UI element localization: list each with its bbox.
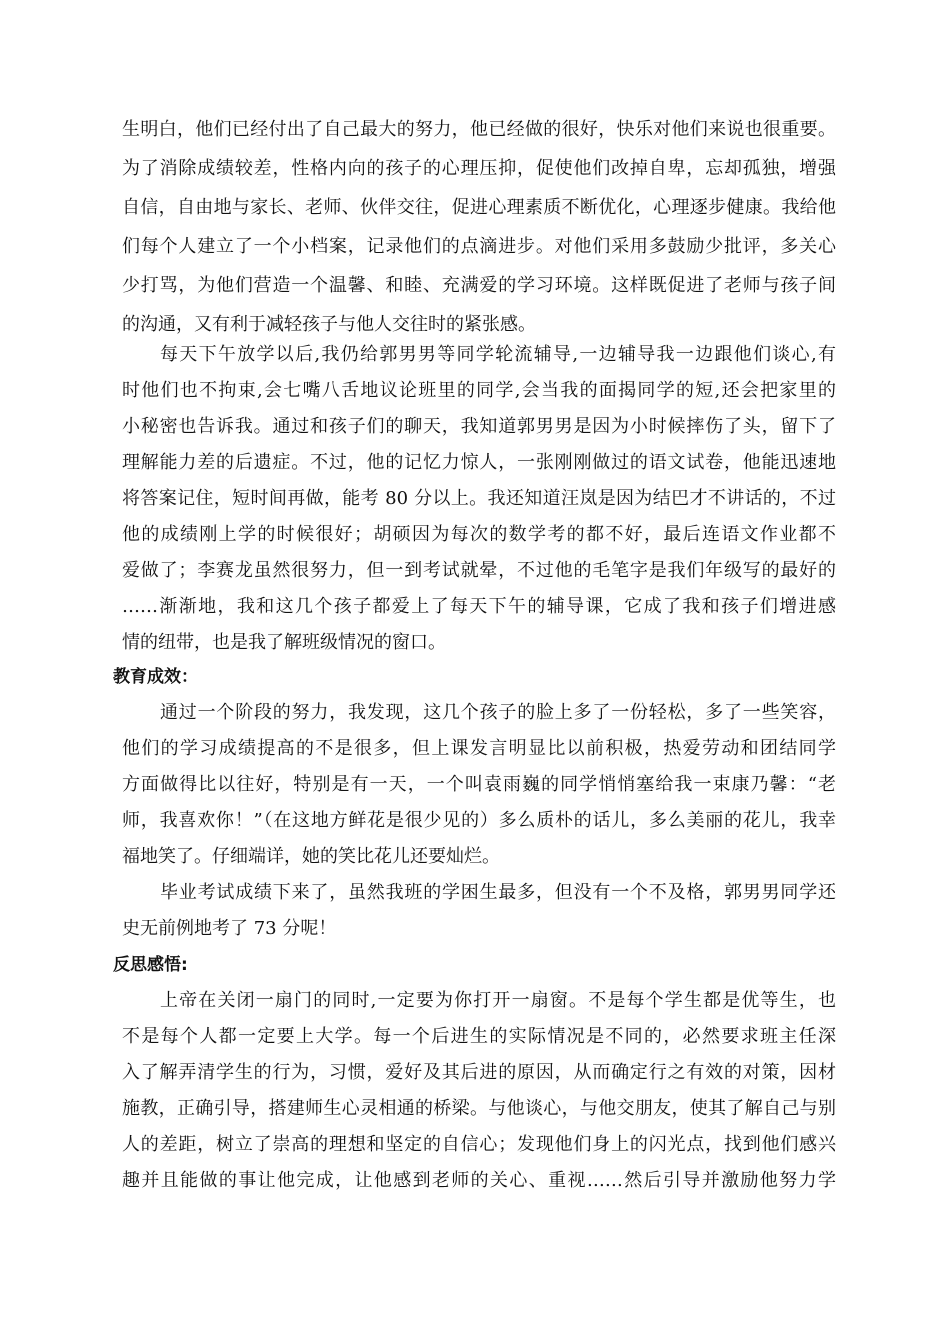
section-heading-reflection: 反思感悟: bbox=[113, 955, 188, 975]
text-line: 人的差距，树立了崇高的理想和坚定的自信心；发现他们身上的闪光点，找到他们感兴 bbox=[122, 1134, 836, 1155]
text-line: 为了消除成绩较差，性格内向的孩子的心理压抑，促使他们改掉自卑，忘却孤独，增强 bbox=[122, 158, 836, 179]
text-line: 通过一个阶段的努力，我发现，这几个孩子的脸上多了一份轻松，多了一些笑容， bbox=[160, 702, 836, 723]
text-line: 方面做得比以往好，特别是有一天，一个叫袁雨巍的同学悄悄塞给我一束康乃馨：“老 bbox=[122, 774, 836, 795]
text-line: 毕业考试成绩下来了，虽然我班的学困生最多，但没有一个不及格，郭男男同学还 bbox=[160, 882, 836, 903]
text-line: 生明白，他们已经付出了自己最大的努力，他已经做的很好，快乐对他们来说也很重要。 bbox=[122, 119, 836, 140]
text-line: 每天下午放学以后,我仍给郭男男等同学轮流辅导,一边辅导我一边跟他们谈心,有 bbox=[160, 344, 836, 365]
text-line: ……渐渐地，我和这几个孩子都爱上了每天下午的辅导课，它成了我和孩子们增进感 bbox=[122, 596, 836, 617]
text-line: 小秘密也告诉我。通过和孩子们的聊天，我知道郭男男是因为小时候摔伤了头，留下了 bbox=[122, 416, 836, 437]
text-line: 不是每个人都一定要上大学。每一个后进生的实际情况是不同的，必然要求班主任深 bbox=[122, 1026, 836, 1047]
text-line: 史无前例地考了 73 分呢！ bbox=[122, 918, 337, 939]
text-line: 他的成绩刚上学的时候很好；胡硕因为每次的数学考的都不好，最后连语文作业都不 bbox=[122, 524, 836, 545]
text-line: 情的纽带，也是我了解班级情况的窗口。 bbox=[122, 632, 446, 653]
text-line: 自信，自由地与家长、老师、伙伴交往，促进心理素质不断优化，心理逐步健康。我给他 bbox=[122, 197, 836, 218]
text-line: 他们的学习成绩提高的不是很多，但上课发言明显比以前积极，热爱劳动和团结同学 bbox=[122, 738, 836, 759]
text-line: 们每个人建立了一个小档案，记录他们的点滴进步。对他们采用多鼓励少批评，多关心 bbox=[122, 236, 836, 257]
text-line: 趣并且能做的事让他完成，让他感到老师的关心、重视……然后引导并激励他努力学 bbox=[122, 1170, 836, 1191]
text-line: 的沟通，又有利于减轻孩子与他人交往时的紧张感。 bbox=[122, 314, 536, 335]
text-line: 将答案记住，短时间再做，能考 80 分以上。我还知道汪岚是因为结巴才不讲话的，不过 bbox=[122, 488, 836, 509]
text-line: 时他们也不拘束,会七嘴八舌地议论班里的同学,会当我的面揭同学的短,还会把家里的 bbox=[122, 380, 836, 401]
text-line: 师，我喜欢你！”（在这地方鲜花是很少见的）多么质朴的话儿，多么美丽的花儿，我幸 bbox=[122, 810, 836, 831]
text-line: 爱做了；李赛龙虽然很努力，但一到考试就晕，不过他的毛笔字是我们年级写的最好的 bbox=[122, 560, 836, 581]
text-line: 施教，正确引导，搭建师生心灵相通的桥梁。与他谈心，与他交朋友，使其了解自己与别 bbox=[122, 1098, 836, 1119]
section-heading-results: 教育成效： bbox=[113, 667, 198, 687]
text-line: 理解能力差的后遗症。不过，他的记忆力惊人，一张刚刚做过的语文试卷，他能迅速地 bbox=[122, 452, 836, 473]
text-line: 入了解弄清学生的行为，习惯，爱好及其后进的原因，从而确定行之有效的对策，因材 bbox=[122, 1062, 836, 1083]
text-line: 上帝在关闭一扇门的同时,一定要为你打开一扇窗。不是每个学生都是优等生，也 bbox=[160, 990, 836, 1011]
text-line: 福地笑了。仔细端详，她的笑比花儿还要灿烂。 bbox=[122, 846, 500, 867]
text-line: 少打骂，为他们营造一个温馨、和睦、充满爱的学习环境。这样既促进了老师与孩子间 bbox=[122, 275, 836, 296]
